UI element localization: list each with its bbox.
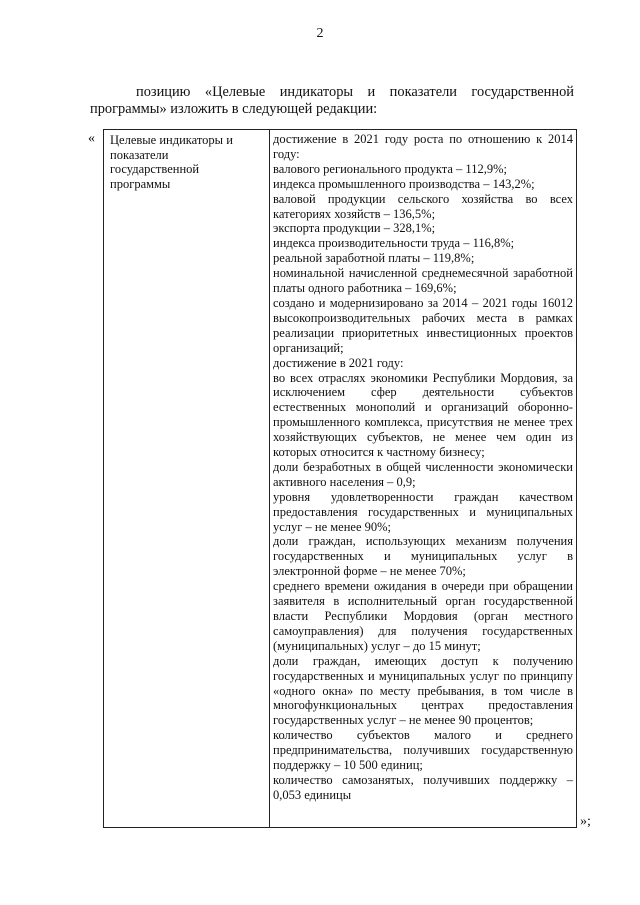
indicator-paragraph: индекса производительности труда – 116,8%; [273, 236, 515, 251]
left-cell-line: Целевые индикаторы и [110, 133, 233, 147]
indicator-paragraph: уровня удовлетворенности граждан качеством предоставления государственных и муниципальных услуг – не менее 90%; [273, 489, 573, 534]
table-left-cell [110, 133, 264, 191]
indicator-paragraph: валового регионального продукта – 112,9%; [273, 161, 507, 176]
left-cell-line: программы [110, 176, 171, 191]
opening-quote: « [88, 131, 95, 146]
left-cell-line: показатели [110, 147, 169, 162]
indicator-paragraph: валовой продукции сельского хозяйства во всех категориях хозяйств – 136,5%; [273, 191, 573, 221]
closing-quote: »; [580, 814, 591, 829]
indicator-paragraph: доли граждан, использующих механизм получения государственных и муниципальных услуг в электронной форме – не менее 70%; [273, 534, 573, 579]
indicator-paragraph: достижение в 2021 году: [273, 355, 404, 370]
indicator-paragraph: количество самозанятых, получивших поддержку – 0,053 единицы [273, 772, 573, 802]
intro-text [90, 84, 574, 118]
indicator-paragraph: количество субъектов малого и среднего предпринимательства, получивших государственную поддержку – 10 500 единиц; [273, 728, 573, 773]
indicator-paragraph: экспорта продукции – 328,1%; [273, 221, 436, 236]
table-right-cell [273, 132, 573, 803]
indicator-paragraph: во всех отраслях экономики Республики Мордовия, за исключением сфер деятельности субъектов естественных монополий и организаций оборонно-промышленного комплекса, присутствия не менее трех хозяйствующих субъектов, не менее чем один из которых относится к частному бизнесу; [273, 370, 573, 460]
column-divider [269, 130, 270, 827]
indicator-paragraph: доли безработных в общей численности экономически активного населения – 0,9; [273, 459, 573, 489]
intro-line-2: программы» изложить в следующей редакции: [90, 101, 378, 117]
indicator-paragraph: доли граждан, имеющих доступ к получению государственных и муниципальных услуг по принципу «одного окна» по месту пребывания, в том числе в многофункциональных центрах предоставления государственных услуг – не менее 90 процентов; [273, 653, 573, 728]
indicator-paragraph: среднего времени ожидания в очереди при обращении заявителя в исполнительный орган государственной власти Республики Мордовия (орган местного самоуправления) для получения государственных (муниципальных) услуг – до 15 минут; [273, 579, 573, 653]
intro-line-1: позицию «Целевые индикаторы и показатели государственной [136, 84, 574, 100]
indicator-paragraph: достижение в 2021 году роста по отношению к 2014 году: [273, 132, 573, 161]
indicator-paragraph: индекса промышленного производства – 143,2%; [273, 176, 535, 191]
indicators-table [103, 129, 577, 828]
left-cell-line: государственной [110, 162, 200, 176]
indicator-paragraph: реальной заработной платы – 119,8%; [273, 251, 475, 266]
page-number: 2 [316, 26, 324, 41]
indicator-paragraph: номинальной начисленной среднемесячной заработной платы одного работника – 169,6%; [273, 266, 573, 296]
indicator-paragraph: создано и модернизировано за 2014 – 2021 годы 16012 высокопроизводительных рабочих места в рамках реализации приоритетных инвестиционных проектов организаций; [273, 295, 573, 355]
